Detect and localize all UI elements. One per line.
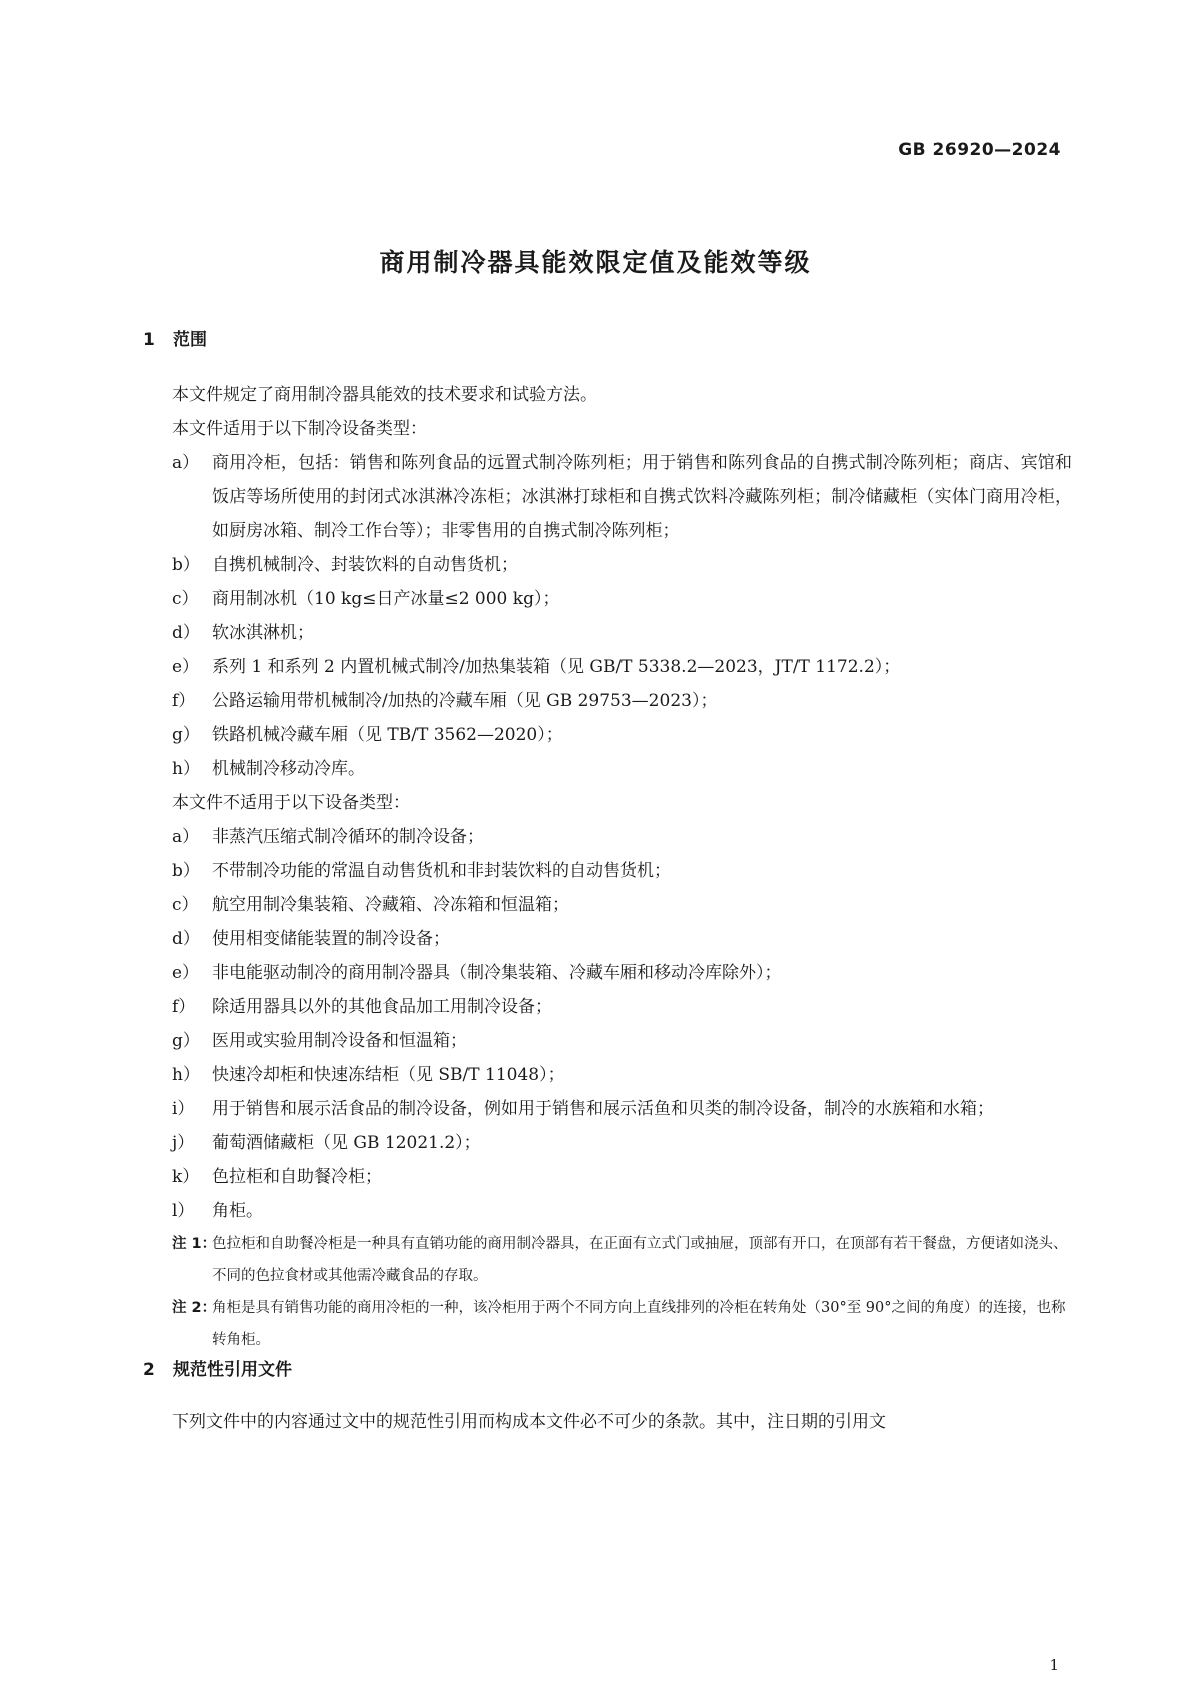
list-item-text: 医用或实验用制冷设备和恒温箱； bbox=[212, 1031, 467, 1051]
list-item-text: 使用相变储能装置的制冷设备； bbox=[212, 929, 450, 949]
list-item-text: 快速冷却柜和快速冻结柜（见 SB/T 11048）； bbox=[212, 1065, 565, 1085]
list-item bbox=[172, 446, 1072, 548]
scope-intro-2: 本文件适用于以下制冷设备类型： bbox=[172, 419, 427, 439]
list-item bbox=[172, 650, 1072, 684]
list-item-text: 自携机械制冷、封装饮料的自动售货机； bbox=[212, 555, 518, 575]
section-1-body bbox=[172, 378, 1072, 1356]
list-item-label: i） bbox=[172, 1099, 195, 1119]
note-text: 色拉柜和自助餐冷柜是一种具有直销功能的商用制冷器具，在正面有立式门或抽屉，顶部有开口，在顶部有若干餐盘，方便诸如浇头、不同的色拉食材或其他需冷藏食品的存取。 bbox=[212, 1236, 1068, 1284]
list-item-label: h） bbox=[172, 759, 200, 779]
list-item bbox=[172, 718, 1072, 752]
note-2 bbox=[172, 1292, 1072, 1356]
list-item-label: b） bbox=[172, 555, 200, 575]
list-item-text: 机械制冷移动冷库。 bbox=[212, 759, 365, 779]
list-item bbox=[172, 752, 1072, 786]
section-2-heading bbox=[143, 1355, 292, 1380]
list-item-label: j） bbox=[172, 1133, 195, 1153]
list-item-label: d） bbox=[172, 623, 200, 643]
list-item bbox=[172, 616, 1072, 650]
list-item bbox=[172, 922, 1072, 956]
list-item-text: 色拉柜和自助餐冷柜； bbox=[212, 1167, 382, 1187]
list-item-text: 铁路机械冷藏车厢（见 TB/T 3562—2020）； bbox=[212, 725, 563, 745]
list-item bbox=[172, 990, 1072, 1024]
list-item bbox=[172, 956, 1072, 990]
list-item-label: g） bbox=[172, 725, 200, 745]
section-2-body bbox=[172, 1405, 1072, 1439]
list-item-label: k） bbox=[172, 1167, 200, 1187]
list-item-label: f） bbox=[172, 691, 196, 711]
list-item bbox=[172, 1058, 1072, 1092]
list-item bbox=[172, 684, 1072, 718]
list-item-text: 非蒸汽压缩式制冷循环的制冷设备； bbox=[212, 827, 484, 847]
note-label: 注 2： bbox=[172, 1300, 217, 1316]
list-item bbox=[172, 1024, 1072, 1058]
list-item-text: 除适用器具以外的其他食品加工用制冷设备； bbox=[212, 997, 552, 1017]
standard-number: GB 26920—2024 bbox=[898, 140, 1061, 160]
notes bbox=[172, 1228, 1072, 1356]
list-item-label: f） bbox=[172, 997, 196, 1017]
list-item-text: 葡萄酒储藏柜（见 GB 12021.2）； bbox=[212, 1133, 481, 1153]
list-item-text: 系列 1 和系列 2 内置机械式制冷/加热集装箱（见 GB/T 5338.2—2023，JT/T 1172.2）； bbox=[212, 657, 901, 677]
list-item-text: 航空用制冷集装箱、冷藏箱、冷冻箱和恒温箱； bbox=[212, 895, 569, 915]
list-item-label: a） bbox=[172, 453, 200, 473]
list-item bbox=[172, 1126, 1072, 1160]
list-item-label: a） bbox=[172, 827, 200, 847]
applicable-list bbox=[172, 446, 1072, 786]
list-item-text: 角柜。 bbox=[212, 1201, 263, 1221]
list-item-label: b） bbox=[172, 861, 200, 881]
list-item-label: e） bbox=[172, 657, 200, 677]
section-1-number: 1 bbox=[143, 330, 155, 350]
note-label: 注 1： bbox=[172, 1236, 217, 1252]
list-item bbox=[172, 1160, 1072, 1194]
section-2-title: 规范性引用文件 bbox=[173, 1360, 292, 1380]
section-2-number: 2 bbox=[143, 1360, 155, 1380]
list-item-label: g） bbox=[172, 1031, 200, 1051]
scope-intro-1: 本文件规定了商用制冷器具能效的技术要求和试验方法。 bbox=[172, 385, 597, 405]
list-item-text: 商用冷柜，包括：销售和陈列食品的远置式制冷陈列柜；用于销售和陈列食品的自携式制冷陈列柜；商店、宾馆和饭店等场所使用的封闭式冰淇淋冷冻柜；冰淇淋打球柜和自携式饮料冷藏陈列柜；制冷储藏柜（实体门商用冷柜，如厨房冰箱、制冷工作台等）；非零售用的自携式制冷陈列柜； bbox=[212, 453, 1072, 541]
list-item-text: 公路运输用带机械制冷/加热的冷藏车厢（见 GB 29753—2023）； bbox=[212, 691, 718, 711]
list-item bbox=[172, 888, 1072, 922]
list-item bbox=[172, 1194, 1072, 1228]
list-item-label: e） bbox=[172, 963, 200, 983]
list-item-label: c） bbox=[172, 895, 199, 915]
document-title: 商用制冷器具能效限定值及能效等级 bbox=[379, 248, 812, 277]
references-intro: 下列文件中的内容通过文中的规范性引用而构成本文件必不可少的条款。其中，注日期的引用文 bbox=[172, 1412, 886, 1432]
list-item-label: d） bbox=[172, 929, 200, 949]
note-text: 角柜是具有销售功能的商用冷柜的一种，该冷柜用于两个不同方向上直线排列的冷柜在转角处（30°至 90°之间的角度）的连接，也称转角柜。 bbox=[212, 1300, 1066, 1348]
list-item bbox=[172, 548, 1072, 582]
list-item-text: 非电能驱动制冷的商用制冷器具（制冷集装箱、冷藏车厢和移动冷库除外）； bbox=[212, 963, 782, 983]
excluded-list bbox=[172, 820, 1072, 1228]
list-item-text: 软冰淇淋机； bbox=[212, 623, 314, 643]
list-item bbox=[172, 854, 1072, 888]
list-item-text: 用于销售和展示活食品的制冷设备，例如用于销售和展示活鱼和贝类的制冷设备，制冷的水族箱和水箱； bbox=[212, 1099, 994, 1119]
list-item-label: c） bbox=[172, 589, 199, 609]
list-item bbox=[172, 820, 1072, 854]
list-item-label: l） bbox=[172, 1201, 195, 1221]
list-item-text: 不带制冷功能的常温自动售货机和非封装饮料的自动售货机； bbox=[212, 861, 671, 881]
note-1 bbox=[172, 1228, 1072, 1292]
scope-intro-3: 本文件不适用于以下设备类型： bbox=[172, 793, 410, 813]
section-1-title: 范围 bbox=[173, 330, 207, 350]
list-item-text: 商用制冰机（10 kg≤日产冰量≤2 000 kg）； bbox=[212, 589, 560, 609]
page-number: 1 bbox=[1049, 1656, 1059, 1674]
section-1-heading bbox=[143, 325, 207, 350]
list-item-label: h） bbox=[172, 1065, 200, 1085]
list-item bbox=[172, 582, 1072, 616]
list-item bbox=[172, 1092, 1072, 1126]
